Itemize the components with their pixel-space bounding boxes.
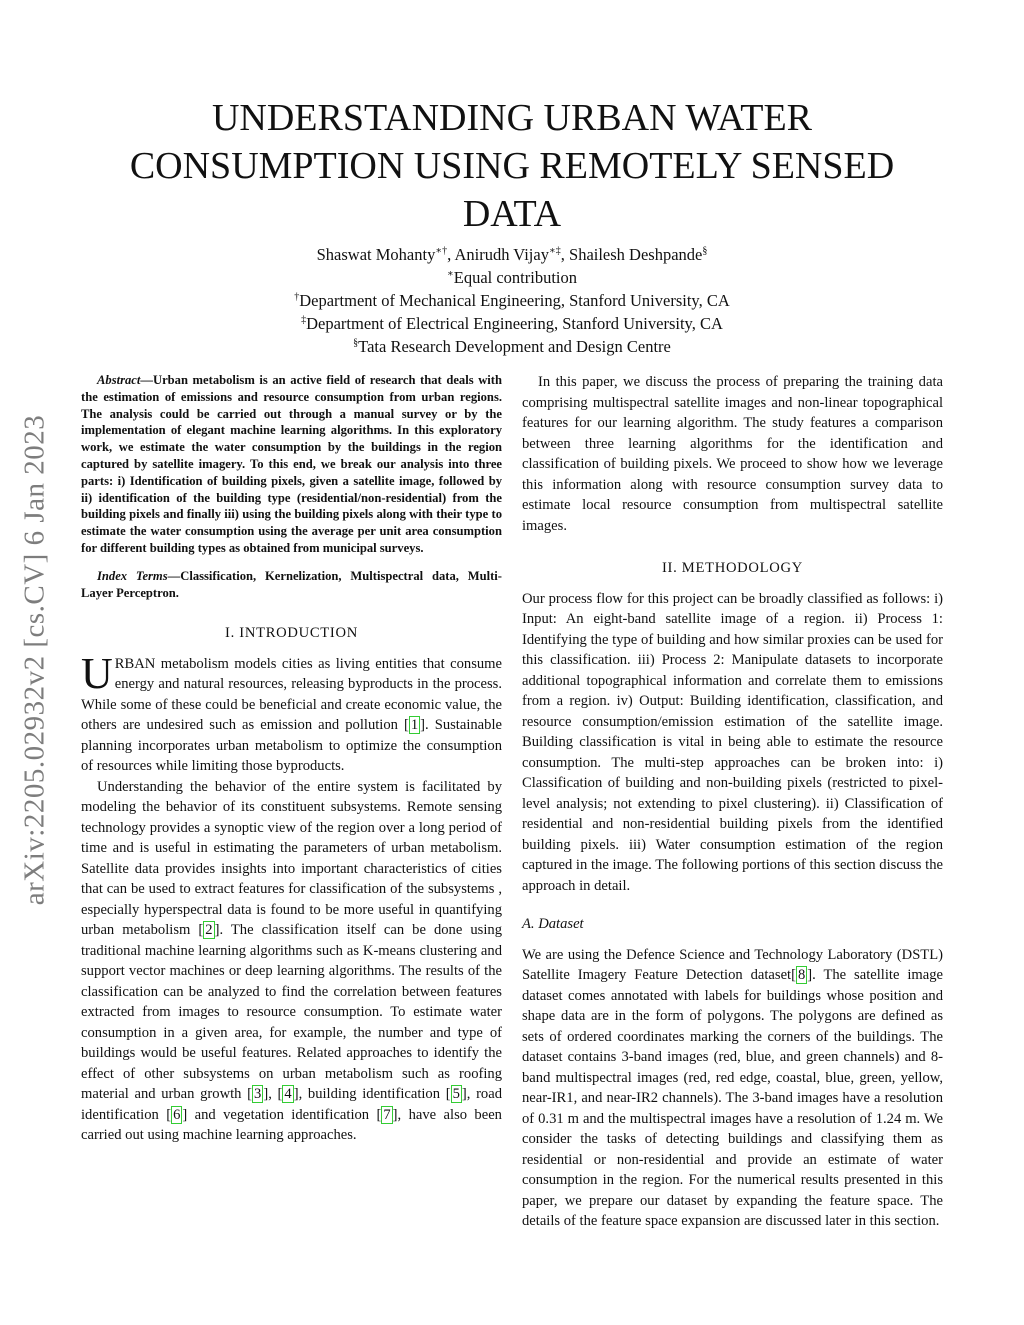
affiliation [90,289,934,312]
paragraph-text: . Sustainable planning incorporates urban metabolism to optimize the consumption of resources while limiting those byproducts. [81,717,502,775]
author-separator: , [447,245,455,264]
paper-title [90,94,934,238]
abstract-label: Abstract [97,373,141,387]
drop-cap: U [81,648,113,698]
paragraph-text: Understanding the behavior of the entire system is facilitated by modeling the behavior of its constituent subsystems. Remote sensing technology provides a synoptic view of the region over a long period of time and is useful in estimating the parameters of urban metabolism. Satellite data provides insights into important characteristics of cities that can be used to extract features for classification of the subsystems , especially hyperspectral data is found to be more useful in quantifying urban metabolism [81,778,502,939]
paragraph-text: metabolism models cities as living entities that consume energy and natural resources, releasing byproducts in the process. While some of these could be beneficial and create economic value, the others are undesired such as emission and pollution [81,655,502,734]
citation-link[interactable]: 1 [410,717,419,734]
arxiv-stamp [18,360,52,960]
intro-paragraph-1: URBAN metabolism models cities as living entities that consume energy and natural resources, releasing byproducts in the process. While some of these could be beneficial and create economic value, the others are undesired such as emission and pollution [ 1 ]. Sustainable planning incorporates urban metabolism to optimize the consumption of resources while limiting those byproducts. [81,648,502,775]
author-mark: ∗† [435,245,448,257]
title-line: UNDERSTANDING URBAN WATER [211,97,813,139]
left-column [81,372,502,1146]
affiliation-mark: † [294,291,300,303]
affiliation-text: Department of Mechanical Engineering, Stanford University, CA [299,291,730,310]
author-name: Shaswat Mohanty [316,245,436,264]
citation-link[interactable]: 7 [383,1106,391,1123]
paragraph-text: We are using the Defence Science and Technology Laboratory (DSTL) Satellite Imagery Feature Detection dataset [522,946,943,983]
intro-paragraph-2: Understanding the behavior of the entire system is facilitated by modeling the behavior of its constituent subsystems. Remote sensing technology provides a synoptic view of the region over a long period of time and is useful in estimating the parameters of urban metabolism. Satellite data provides insights into important characteristics of cities that can be used to extract features for classification of the subsystems , especially hyperspectral data is found to be more useful in quantifying urban metabolism [ 2 ]. The classification itself can be done using traditional machine learning algorithms such as K-means clustering and support vector machines or deep learning algorithms. The results of the classification can be analyzed to find the correlation between features extracted from images to resource consumption. To estimate water consumption in a given area, for example, the number and type of buildings would be useful features. Related approaches to identify the effect of other subsystems on urban metabolism such as roofing material and urban growth [ 3 ], [ 4 ], building identification [ 5 ], road identification [ 6 ] and vegetation identification [ 7 ], have also been carried out using machine learning approaches. [81,778,503,1144]
methodology-paragraph: Our process flow for this project can be broadly classified as follows: i) Input: An eight-band satellite image of a region. ii) Process 1: Identifying the type of building and how similar proxies can be used for this classification. iii) Process 2: Manipulate datasets to incorporate additional topographical information and correlate them to emissions from a region. iv) Output: Building identification, classification, and resource consumption/emission estimation of the satellite image. Building classification is vital in being able to estimate the resource consumption. The multi-step approaches can be broken into: i) Classification of building and non-building pixels (restricted to pixel-level analysis; not extending to pixel clustering). ii) Classification of residential and non-residential building pixels from the identified building pixels. iii) Water consumption estimation of the region captured in the image. The following portions of this section discuss the approach in detail. [522,590,943,894]
abstract-text: —Urban metabolism is an active field of research that deals with the estimation of emissions and resource consumption from urban regions. The analysis could be carried out through a manual survey or by the implementation of elegant machine learning algorithms. In this exploratory work, we estimate the water consumption by the buildings in the region captured by satellite imagery. To this end, we break our analysis into three parts: i) Identification of building pixels, given a satellite image, followed by ii) identification of the building type (residential/non-residential) from the building pixels and finally iii) using the building pixels along with their type to estimate the water consumption using the average per unit area consumption for different building types as obtained from municipal surveys. [81,373,502,555]
small-caps-lead: RBAN [114,655,156,672]
subsection-heading-dataset: A. Dataset [522,916,584,932]
dataset-paragraph: We are using the Defence Science and Technology Laboratory (DSTL) Satellite Imagery Feature Detection dataset[ 8 ]. The satellite image dataset comes annotated with labels for buildings whose position and shape data are in the form of polygons. The polygons are defined as sets of ordered coordinates marking the corners of the buildings. The dataset contains 3-band images (red, blue, and green channels) and 8-band multispectral images (red, red edge, coastal, blue, green, yellow, near-IR1, and near-IR2 channels). The 3-band images have a resolution of 0.31 m and the multispectral images have a resolution of 1.24 m. We consider the tasks of detecting buildings and classifying them as residential or non-residential and provide an estimate of water consumption in the region. For the numerical results presented in this paper, we prepare our dataset by expanding the feature space. The details of the feature space expansion are discussed later in this section. [522,946,944,1229]
citation-link[interactable]: 3 [254,1086,262,1103]
author-block [90,243,934,358]
paragraph-text: and vegetation identification [187,1106,377,1123]
affiliation [90,266,934,289]
affiliation-mark: § [353,337,359,349]
affiliation-text: Tata Research Development and Design Centre [358,337,671,356]
affiliation-text: Equal contribution [453,268,578,287]
affiliation [90,335,934,358]
right-column [522,372,943,1232]
citation-link[interactable]: 4 [284,1086,292,1103]
paragraph-text: . The satellite image dataset comes annotated with labels for buildings whose position and shape data are in the form of polygons. The polygons are defined as sets of ordered coordinates marking the corners of the buildings. The dataset contains 3-band images (red, blue, and green channels) and 8-band multispectral images (red, red edge, coastal, blue, green, yellow, near-IR1, and near-IR2 channels). The 3-band images have a resolution of 0.31 m and the multispectral images have a resolution of 1.24 m. We consider the tasks of detecting buildings and classifying them as residential or non-residential and provide an estimate of water consumption in the region. For the numerical results presented in this paper, we prepare our dataset by expanding the feature space. The details of the feature space expansion are discussed later in this section. [522,967,944,1229]
section-heading-methodology: II. METHODOLOGY [661,560,803,576]
citation-link[interactable]: 5 [452,1086,460,1103]
abstract [81,372,502,557]
paragraph-text: . The classification itself can be done using traditional machine learning algorithms such as K-means clustering and support vector machines or deep learning algorithms. The results of the classification can be analyzed to find the correlation between features extracted from images to resource consumption. To estimate water consumption in a given area, for example, the number and type of buildings would be useful features. Related approaches to identify the effect of other subsystems on urban metabolism such as roofing material and urban growth [81,922,502,1103]
title-line: CONSUMPTION USING REMOTELY SENSED [129,145,895,187]
index-terms-text: —Classification, Kernelization, Multispectral data, Multi-Layer Perceptron. [81,568,502,600]
author-separator: , [560,245,570,264]
title-line: DATA [462,193,562,235]
author-name: Shailesh Deshpande [569,245,703,264]
index-terms-label: Index Terms [97,568,168,583]
intro-paragraph-3: In this paper, we discuss the process of preparing the training data comprising multispectral satellite images and non-linear topographical features for our learning algorithm. The study features a comparison between three learning algorithms for the identification and classification of building pixels. We proceed to show how we leverage this information along with resource consumption survey data to estimate local resource consumption from multispectral satellite images. [522,374,943,534]
paragraph-text: , have also been carried out using machine learning approaches. [81,1106,502,1144]
citation-link[interactable]: 8 [797,967,806,983]
section-heading-introduction: I. INTRODUCTION [225,625,358,642]
author-list [90,243,934,266]
author-name: Anirudh Vijay [454,245,549,264]
author-mark: ∗‡ [548,245,561,257]
index-terms [81,568,502,602]
paragraph-text: , building identification [298,1086,446,1103]
citation-link[interactable]: 6 [173,1106,181,1123]
affiliation [90,312,934,335]
affiliation-mark: ∗ [446,268,454,280]
citation-link[interactable]: 2 [205,922,213,939]
arxiv-identifier: arXiv:2205.02932v2 [cs.CV] 6 Jan 2023 [18,414,51,906]
affiliation-text: Department of Electrical Engineering, Stanford University, CA [306,314,723,333]
author-mark: § [702,245,708,257]
paragraph-text: , [268,1086,278,1103]
affiliation-mark: ‡ [301,314,307,326]
paragraph-text: , road identification [81,1086,503,1123]
